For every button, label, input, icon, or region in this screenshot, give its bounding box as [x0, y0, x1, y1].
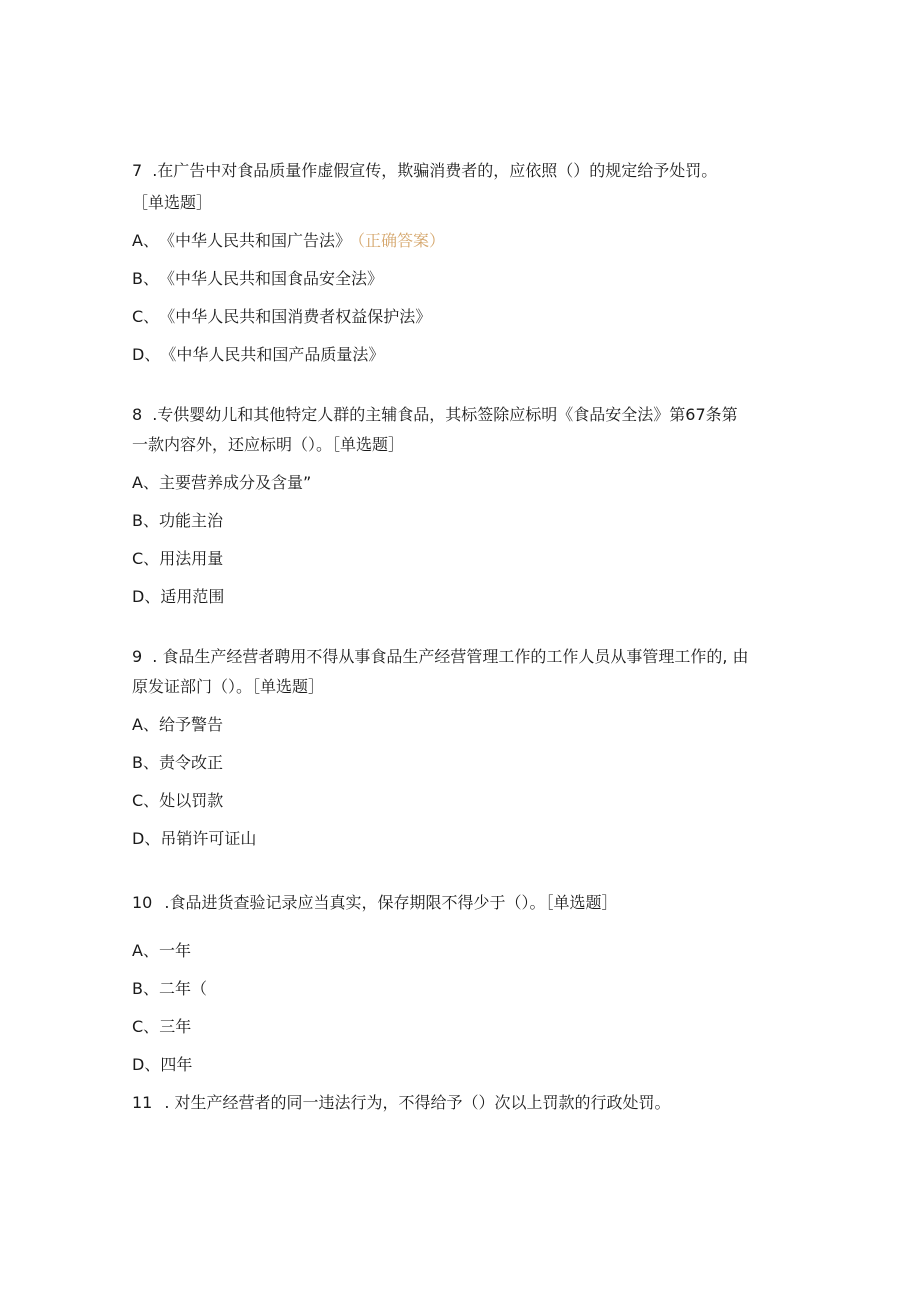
- question-7-option-c: [132, 306, 431, 328]
- question-7-option-a: [132, 230, 445, 252]
- question-text: .专供婴幼儿和其他特定人群的主辅食品，其标签除应标明《食品安全法》第67条第: [152, 405, 738, 424]
- option-letter: D、: [132, 829, 161, 848]
- question-9-option-d: [132, 828, 256, 850]
- option-letter: B、: [132, 979, 159, 998]
- option-letter: A、: [132, 715, 159, 734]
- question-8-option-d: [132, 586, 224, 608]
- question-9-option-c: [132, 790, 223, 812]
- option-text: 功能主治: [158, 511, 223, 530]
- option-letter: B、: [132, 269, 159, 288]
- question-8-option-a: [132, 472, 311, 494]
- option-letter: B、: [132, 753, 159, 772]
- question-7-option-d: [132, 344, 384, 366]
- question-8-option-b: [132, 510, 223, 532]
- question-number: 10: [132, 893, 153, 912]
- option-text: 处以罚款: [159, 791, 224, 810]
- option-text: 给予警告: [158, 715, 223, 734]
- option-text: 主要营养成分及含量”: [158, 473, 312, 492]
- question-7-option-b: [132, 268, 383, 290]
- option-letter: C、: [132, 1017, 160, 1036]
- option-text: 二年（: [158, 979, 207, 998]
- correct-answer-label: （正确答案）: [356, 231, 445, 250]
- question-text: . 食品生产经营者聘用不得从事食品生产经营管理工作的工作人员从事管理工作的, 由: [152, 647, 749, 666]
- question-8-line-1: [132, 404, 738, 426]
- option-letter: C、: [132, 791, 160, 810]
- option-text: 适用范围: [160, 587, 225, 606]
- option-text: 《中华人民共和国产品质量法》: [160, 345, 385, 364]
- option-text: 一年: [158, 941, 191, 960]
- question-10-option-c: [132, 1016, 191, 1038]
- option-letter: B、: [132, 511, 159, 530]
- question-9-line-2: 原发证部门（）。［单选题］: [132, 677, 325, 696]
- option-text: 四年: [160, 1055, 193, 1074]
- question-text: .在广告中对食品质量作虚假宣传，欺骗消费者的，应依照（）的规定给予处罚。: [152, 161, 718, 180]
- question-number: 8: [132, 405, 143, 424]
- option-letter: D、: [132, 587, 161, 606]
- question-7-line-1: [132, 160, 717, 182]
- option-text: 吊销许可证山: [160, 829, 257, 848]
- option-letter: D、: [132, 1055, 161, 1074]
- question-number: 11: [132, 1093, 153, 1112]
- question-9-option-b: [132, 752, 223, 774]
- question-8-option-c: [132, 548, 223, 570]
- question-11-line-1: [132, 1092, 671, 1114]
- question-10-option-b: [132, 978, 207, 1000]
- option-text: 《中华人民共和国食品安全法》: [158, 269, 383, 288]
- option-letter: A、: [132, 231, 159, 250]
- question-9-option-a: [132, 714, 223, 736]
- option-text: 用法用量: [159, 549, 224, 568]
- question-number: 9: [132, 647, 143, 666]
- option-letter: C、: [132, 307, 160, 326]
- question-7-line-2: ［单选题］: [132, 193, 213, 212]
- question-9-line-1: [132, 646, 749, 668]
- option-letter: D、: [132, 345, 161, 364]
- question-8-line-2: 一款内容外，还应标明（）。［单选题］: [132, 435, 405, 454]
- option-text: 《中华人民共和国消费者权益保护法》: [159, 307, 432, 326]
- question-number: 7: [132, 161, 143, 180]
- question-text: .食品进货查验记录应当真实，保存期限不得少于（）。［单选题］: [164, 893, 618, 912]
- option-letter: A、: [132, 941, 159, 960]
- question-10-line-1: [132, 892, 617, 914]
- option-text: 三年: [159, 1017, 192, 1036]
- option-letter: C、: [132, 549, 160, 568]
- question-10-option-d: [132, 1054, 192, 1076]
- option-letter: A、: [132, 473, 159, 492]
- option-text: 《中华人民共和国广告法》: [158, 231, 351, 250]
- question-text: . 对生产经营者的同一违法行为，不得给予（）次以上罚款的行政处罚。: [164, 1093, 671, 1112]
- option-text: 责令改正: [158, 753, 223, 772]
- question-10-option-a: [132, 940, 191, 962]
